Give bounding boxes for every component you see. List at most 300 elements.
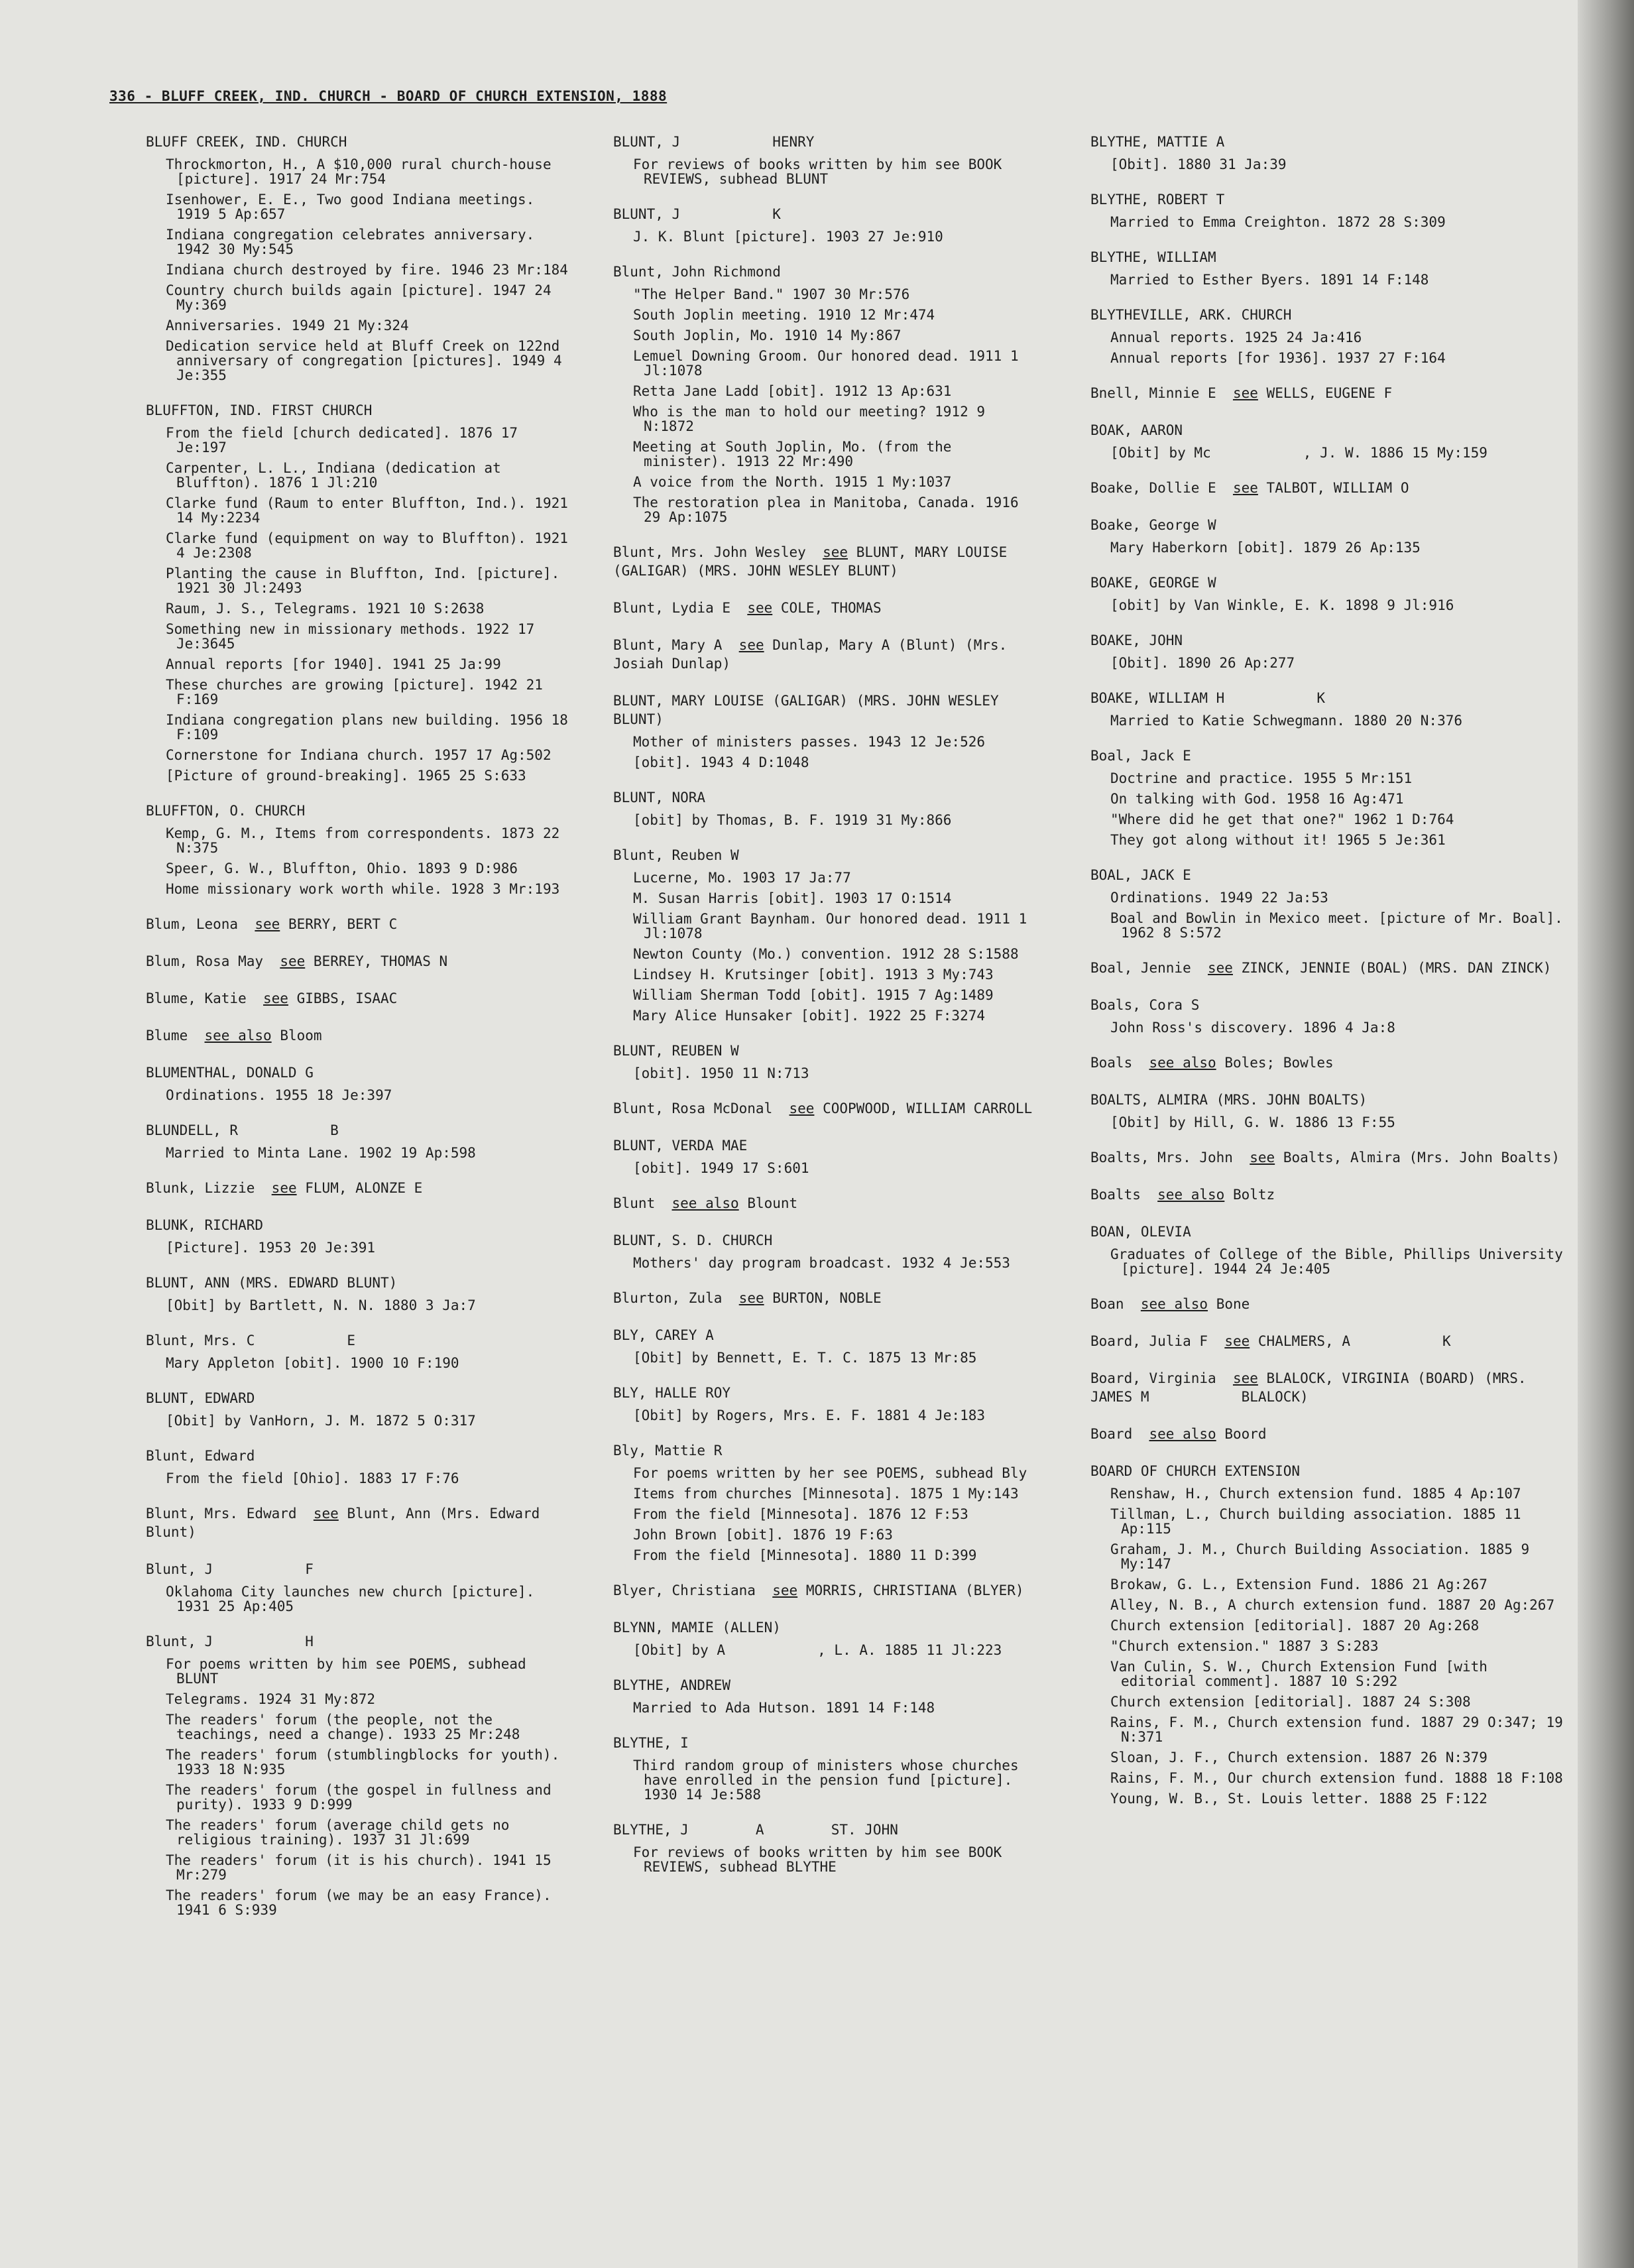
citation-line: The readers' forum (the people, not the teachings, need a change). 1933 25 Mr:248 (166, 1712, 520, 1742)
citation-line: Kemp, G. M., Items from correspondents. 1873 22 N:375 (166, 825, 568, 856)
index-entry (613, 636, 1037, 673)
entry-heading-text: Bly, Mattie R (613, 1443, 723, 1459)
index-entry (146, 133, 570, 383)
citation-line: The restoration plea in Manitoba, Canada. 1916 29 Ap:1075 (633, 495, 1027, 525)
entry-heading (613, 636, 1037, 673)
index-entry (1090, 306, 1568, 365)
entry-heading (613, 1734, 1037, 1752)
index-entry (1090, 959, 1568, 977)
cross-reference-target: Boalts, Almira (Mrs. John Boalts) (1283, 1150, 1560, 1165)
entry-heading (1090, 248, 1568, 267)
citation-line: The readers' forum (we may be an easy France). 1941 6 S:939 (166, 1887, 560, 1918)
citation-line: Young, W. B., St. Louis letter. 1888 25 F:122 (1110, 1791, 1488, 1807)
index-entry (613, 1441, 1037, 1563)
citation-line: Telegrams. 1924 31 My:872 (166, 1691, 376, 1707)
citation-line: Clarke fund (Raum to enter Bluffton, Ind.). 1921 14 My:2234 (166, 495, 577, 526)
citation-line: Retta Jane Ladd [obit]. 1912 13 Ap:631 (633, 383, 952, 399)
index-entry (613, 788, 1037, 827)
citation-line: Rains, F. M., Our church extension fund. 1888 18 F:108 (1110, 1770, 1563, 1786)
index-entry (613, 1289, 1037, 1307)
citation-line: Married to Katie Schwegmann. 1880 20 N:376 (1110, 713, 1463, 729)
entry-heading (613, 543, 1037, 580)
citation-line: Ordinations. 1949 22 Ja:53 (1110, 890, 1328, 906)
entry-heading-text: BOAKE, WILLIAM H K (1090, 690, 1326, 706)
entry-heading (613, 1194, 1037, 1213)
entry-heading-text: Blunt, Reuben W (613, 847, 739, 863)
entry-heading-text: Blunt, Mary A (613, 637, 723, 653)
index-entry (613, 1734, 1037, 1802)
entry-heading (1090, 1425, 1568, 1443)
entry-heading-text: BLYTHE, MATTIE A (1090, 134, 1225, 150)
entry-heading-text: BLUNT, EDWARD (146, 1390, 255, 1406)
see-reference-label: see also (204, 1028, 272, 1044)
cross-reference-target: CHALMERS, A K (1257, 1333, 1451, 1349)
citation-line: John Brown [obit]. 1876 19 F:63 (633, 1527, 893, 1543)
see-reference-label: see (772, 1582, 798, 1598)
citation-line: Third random group of ministers whose churches have enrolled in the pension fund [picture]. 1930 14 Je:588 (633, 1758, 1027, 1803)
citation-line: Lucerne, Mo. 1903 17 Ja:77 (633, 870, 851, 886)
index-entry (613, 205, 1037, 244)
entry-heading-text: Blunk, Lizzie (146, 1180, 255, 1196)
cross-reference-target: BLUNT, MARY LOUISE (GALIGAR) (MRS. JOHN WESLEY BLUNT) (613, 544, 1016, 579)
citation-line: Tillman, L., Church building association. 1885 11 Ap:115 (1110, 1506, 1530, 1537)
index-entry (613, 1820, 1037, 1874)
entry-heading-text: Boake, Dollie E (1090, 480, 1216, 496)
index-entry (613, 1042, 1037, 1081)
citation-line: Rains, F. M., Church extension fund. 1887 29 O:347; 19 N:371 (1110, 1714, 1572, 1745)
index-entry (613, 1231, 1037, 1270)
entry-heading (1090, 1332, 1568, 1350)
citation-line: Newton County (Mo.) convention. 1912 28 S:1588 (633, 946, 1019, 962)
index-entry (1090, 746, 1568, 847)
entry-heading-text: BLY, HALLE ROY (613, 1385, 731, 1401)
citation-line: The readers' forum (stumblingblocks for youth). 1933 18 N:935 (166, 1747, 568, 1777)
index-entry (613, 1618, 1037, 1657)
index-entry (1090, 689, 1568, 728)
citation-line: William Sherman Todd [obit]. 1915 7 Ag:1489 (633, 987, 994, 1003)
index-entry (613, 1384, 1037, 1423)
citation-line: From the field [church dedicated]. 1876 17 Je:197 (166, 425, 526, 455)
index-entry (1090, 1185, 1568, 1204)
cross-reference-target: MORRIS, CHRISTIANA (BLYER) (805, 1582, 1024, 1598)
citation-line: The readers' forum (average child gets no religious training). 1937 31 Jl:699 (166, 1817, 518, 1848)
index-entry (1090, 996, 1568, 1035)
entry-heading-text: BLUNT, VERDA MAE (613, 1138, 748, 1154)
entry-heading (146, 1274, 570, 1292)
index-entry (613, 691, 1037, 770)
index-entry (1090, 1369, 1568, 1406)
entry-heading (613, 263, 1037, 281)
entry-heading (1090, 1091, 1568, 1109)
entry-heading-text: BLYTHE, ROBERT T (1090, 192, 1225, 208)
citation-line: [obit]. 1950 11 N:713 (633, 1065, 809, 1081)
index-entry (146, 1179, 570, 1197)
entry-heading (146, 1632, 570, 1651)
citation-line: Mother of ministers passes. 1943 12 Je:526 (633, 734, 986, 750)
entry-heading (613, 1326, 1037, 1344)
index-entry (146, 1632, 570, 1917)
entry-heading (613, 1231, 1037, 1250)
citation-line: Meeting at South Joplin, Mo. (from the minister). 1913 22 Mr:490 (633, 439, 961, 469)
entry-heading (146, 1331, 570, 1350)
entry-heading-text: Boal, Jack E (1090, 748, 1191, 764)
cross-reference-target: COLE, THOMAS (780, 600, 882, 616)
entry-heading-text: BLYTHEVILLE, ARK. CHURCH (1090, 307, 1292, 323)
see-reference-label: see also (671, 1195, 739, 1211)
index-entry (146, 1504, 570, 1541)
see-reference-label: see (1232, 385, 1258, 401)
entry-heading-text: Blume (146, 1028, 188, 1044)
citation-line: For poems written by her see POEMS, subhead Bly (633, 1465, 1027, 1481)
citation-line: Mothers' day program broadcast. 1932 4 Je:553 (633, 1255, 1010, 1271)
index-entry (1090, 384, 1568, 402)
see-reference-label: see (823, 544, 848, 560)
index-entry (1090, 1462, 1572, 1807)
citation-line: William Grant Baynham. Our honored dead. 1911 1 Jl:1078 (633, 911, 1035, 941)
index-entry (146, 1274, 570, 1313)
cross-reference-target: FLUM, ALONZE E (305, 1180, 423, 1196)
citation-line: Who is the man to hold our meeting? 1912 9 N:1872 (633, 404, 994, 434)
entry-heading-text: Bnell, Minnie E (1090, 385, 1216, 401)
see-reference-label: see also (1149, 1055, 1216, 1071)
citation-line: Raum, J. S., Telegrams. 1921 10 S:2638 (166, 601, 485, 617)
index-entry (146, 1447, 570, 1486)
citation-line: Van Culin, S. W., Church Extension Fund [with editorial comment]. 1887 10 S:292 (1110, 1659, 1496, 1689)
index-entry (1090, 1053, 1568, 1072)
page-edge-shadow (1578, 0, 1634, 2268)
entry-heading (1090, 384, 1568, 402)
index-entry (146, 1216, 570, 1255)
citation-line: Clarke fund (equipment on way to Bluffton). 1921 4 Je:2308 (166, 530, 577, 561)
citation-line: [obit] by Thomas, B. F. 1919 31 My:866 (633, 812, 952, 828)
entry-heading-text: BLUNDELL, R B (146, 1122, 339, 1138)
entry-heading-text: Board (1090, 1426, 1133, 1442)
entry-heading-text: BLYTHE, ANDREW (613, 1677, 731, 1693)
entry-heading (613, 1289, 1037, 1307)
citation-line: [Obit]. 1890 26 Ap:277 (1110, 655, 1295, 671)
entry-heading (146, 802, 570, 820)
citation-line: J. K. Blunt [picture]. 1903 27 Je:910 (633, 229, 943, 245)
citation-line: Graduates of College of the Bible, Phillips University [picture]. 1944 24 Je:405 (1110, 1246, 1572, 1277)
entry-heading (1090, 516, 1568, 534)
entry-heading-text: Board, Virginia (1090, 1370, 1216, 1386)
citation-line: [Obit] by Bartlett, N. N. 1880 3 Ja:7 (166, 1297, 476, 1313)
entry-heading (146, 1504, 570, 1541)
see-reference-label: see also (1140, 1296, 1208, 1312)
entry-heading-text: Blunt, Lydia E (613, 600, 731, 616)
citation-line: [Obit] by Mc , J. W. 1886 15 My:159 (1110, 445, 1488, 461)
index-entry (1090, 1091, 1568, 1130)
entry-heading (146, 989, 570, 1008)
citation-line: From the field [Ohio]. 1883 17 F:76 (166, 1470, 459, 1486)
citation-line: Throckmorton, H., A $10,000 rural church-house [picture]. 1917 24 Mr:754 (166, 156, 560, 187)
cross-reference-target: BURTON, NOBLE (772, 1290, 882, 1306)
entry-heading-text: BLUNT, J K (613, 206, 781, 222)
citation-line: From the field [Minnesota]. 1876 12 F:53 (633, 1506, 968, 1522)
index-entry (146, 1331, 570, 1370)
index-entry (1090, 516, 1568, 555)
entry-heading (1090, 479, 1568, 497)
index-entry (1090, 1223, 1572, 1277)
citation-line: Brokaw, G. L., Extension Fund. 1886 21 Ag:267 (1110, 1577, 1488, 1592)
citation-line: The readers' forum (it is his church). 1941 15 Mr:279 (166, 1852, 560, 1883)
entry-heading (613, 1618, 1037, 1637)
index-entry (613, 1581, 1037, 1600)
entry-heading-text: Boalts, Mrs. John (1090, 1150, 1233, 1165)
entry-heading (1090, 1223, 1568, 1241)
citation-line: [Obit] by Hill, G. W. 1886 13 F:55 (1110, 1114, 1395, 1130)
entry-heading-text: BOAK, AARON (1090, 422, 1183, 438)
entry-heading (146, 1447, 570, 1465)
cross-reference-target: Blunt, Ann (Mrs. Edward Blunt) (146, 1506, 548, 1540)
entry-heading (146, 952, 570, 971)
entry-heading-text: BLUFFTON, IND. FIRST CHURCH (146, 402, 373, 418)
entry-heading-text: Boals, Cora S (1090, 997, 1200, 1013)
index-entry (1090, 1295, 1568, 1313)
entry-heading-text: Blunt, Mrs. C E (146, 1333, 356, 1348)
see-reference-label: see (789, 1101, 815, 1116)
entry-heading-text: BLUNT, S. D. CHURCH (613, 1232, 773, 1248)
entry-heading-text: BLYTHE, J A ST. JOHN (613, 1822, 898, 1838)
see-reference-label: see (271, 1180, 297, 1196)
entry-heading (613, 1099, 1037, 1118)
entry-heading-text: BLUNK, RICHARD (146, 1217, 264, 1233)
page-header: 336 - BLUFF CREEK, IND. CHURCH - BOARD OF CHURCH EXTENSION, 1888 (109, 88, 668, 104)
entry-heading-text: Blurton, Zula (613, 1290, 723, 1306)
citation-line: Annual reports [for 1940]. 1941 25 Ja:99 (166, 656, 501, 672)
entry-heading-text: BLUFF CREEK, IND. CHURCH (146, 134, 347, 150)
entry-heading-text: BLYTHE, I (613, 1735, 689, 1751)
citation-line: John Ross's discovery. 1896 4 Ja:8 (1110, 1020, 1395, 1036)
entry-heading (146, 1063, 570, 1082)
entry-heading-text: Blum, Leona (146, 916, 239, 932)
index-entry (1090, 1332, 1568, 1350)
index-column-2 (613, 133, 1037, 1893)
entry-heading (613, 1384, 1037, 1402)
index-entry (613, 1099, 1037, 1118)
citation-line: Anniversaries. 1949 21 My:324 (166, 318, 409, 333)
entry-heading (1090, 1185, 1568, 1204)
citation-line: [obit]. 1949 17 S:601 (633, 1160, 809, 1176)
entry-heading-text: Blunt, Edward (146, 1448, 255, 1464)
see-reference-label: see (255, 916, 280, 932)
entry-heading (1090, 1462, 1568, 1480)
cross-reference-target: Bone (1216, 1296, 1250, 1312)
entry-heading-text: BLUNT, NORA (613, 790, 706, 806)
entry-heading-text: BOAN, OLEVIA (1090, 1224, 1191, 1240)
citation-line: Speer, G. W., Bluffton, Ohio. 1893 9 D:986 (166, 861, 518, 876)
index-entry (1090, 421, 1568, 460)
index-entry (1090, 1148, 1568, 1167)
citation-line: Married to Ada Hutson. 1891 14 F:148 (633, 1700, 935, 1716)
index-entry (1090, 1425, 1568, 1443)
citation-line: Annual reports [for 1936]. 1937 27 F:164 (1110, 350, 1446, 366)
entry-heading (1090, 1148, 1568, 1167)
index-entry (1090, 573, 1568, 613)
entry-heading-text: BLUNT, MARY LOUISE (GALIGAR) (MRS. JOHN WESLEY BLUNT) (613, 693, 1008, 727)
entry-heading (146, 1026, 570, 1045)
see-reference-label: see also (1157, 1187, 1225, 1203)
index-entry (613, 1326, 1037, 1365)
entry-heading-text: BLYTHE, WILLIAM (1090, 249, 1216, 265)
citation-line: "The Helper Band." 1907 30 Mr:576 (633, 286, 910, 302)
entry-heading-text: BOAL, JACK E (1090, 867, 1191, 883)
entry-heading (613, 846, 1037, 865)
index-entry (146, 802, 570, 896)
index-entry (1090, 631, 1568, 670)
entry-heading (1090, 1369, 1568, 1406)
entry-heading (613, 1581, 1037, 1600)
see-reference-label: see (738, 637, 764, 653)
citation-line: Items from churches [Minnesota]. 1875 1 My:143 (633, 1486, 1019, 1502)
citation-line: Married to Esther Byers. 1891 14 F:148 (1110, 272, 1429, 288)
index-entry (1090, 866, 1572, 941)
citation-line: Married to Minta Lane. 1902 19 Ap:598 (166, 1145, 476, 1161)
entry-heading (146, 401, 570, 420)
entry-heading-text: Blum, Rosa May (146, 953, 264, 969)
citation-line: Mary Haberkorn [obit]. 1879 26 Ap:135 (1110, 540, 1421, 556)
index-entry (146, 952, 570, 971)
index-entry (1090, 479, 1568, 497)
citation-line: Something new in missionary methods. 1922 17 Je:3645 (166, 621, 543, 652)
cross-reference-target: Boord (1224, 1426, 1267, 1442)
citation-line: Renshaw, H., Church extension fund. 1885 4 Ap:107 (1110, 1486, 1521, 1502)
citation-line: Planting the cause in Bluffton, Ind. [picture]. 1921 30 Jl:2493 (166, 566, 568, 596)
citation-line: Annual reports. 1925 24 Ja:416 (1110, 329, 1362, 345)
citation-line: These churches are growing [picture]. 1942 21 F:169 (166, 677, 552, 707)
entry-heading-text: Blunt, J F (146, 1561, 314, 1577)
index-column-1 (146, 133, 577, 1936)
cross-reference-target: COOPWOOD, WILLIAM CARROLL (823, 1101, 1033, 1116)
entry-heading (1090, 190, 1568, 209)
cross-reference-target: Boles; Bowles (1224, 1055, 1334, 1071)
citation-line: South Joplin, Mo. 1910 14 My:867 (633, 328, 902, 343)
entry-heading-text: BLUNT, J HENRY (613, 134, 815, 150)
cross-reference-target: BERRY, BERT C (288, 916, 398, 932)
see-reference-label: see (280, 953, 306, 969)
entry-heading (146, 1560, 570, 1579)
citation-line: On talking with God. 1958 16 Ag:471 (1110, 791, 1404, 807)
entry-heading (613, 691, 1037, 729)
citation-line: Home missionary work worth while. 1928 3 Mr:193 (166, 881, 560, 897)
entry-heading (1090, 689, 1568, 707)
citation-line: For poems written by him see POEMS, subhead BLUNT (166, 1656, 535, 1687)
entry-heading (146, 1121, 570, 1140)
index-entry (146, 915, 570, 933)
citation-line: [Obit] by Rogers, Mrs. E. F. 1881 4 Je:183 (633, 1407, 986, 1423)
citation-line: [Obit]. 1880 31 Ja:39 (1110, 156, 1287, 172)
citation-line: They got along without it! 1965 5 Je:361 (1110, 832, 1446, 848)
citation-line: Church extension [editorial]. 1887 24 S:308 (1110, 1694, 1471, 1710)
index-entry (146, 989, 570, 1008)
citation-line: "Church extension." 1887 3 S:283 (1110, 1638, 1379, 1654)
entry-heading (1090, 1295, 1568, 1313)
citation-line: Alley, N. B., A church extension fund. 1887 20 Ag:267 (1110, 1597, 1555, 1613)
citation-line: Lemuel Downing Groom. Our honored dead. 1911 1 Jl:1078 (633, 348, 1027, 379)
cross-reference-target: BERREY, THOMAS N (313, 953, 448, 969)
citation-line: A voice from the North. 1915 1 My:1037 (633, 474, 952, 490)
entry-heading-text: Blunt, Rosa McDonal (613, 1101, 773, 1116)
entry-heading-text: Blunt (613, 1195, 656, 1211)
citation-line: Carpenter, L. L., Indiana (dedication at Bluffton). 1876 1 Jl:210 (166, 460, 510, 491)
index-entry (146, 1026, 570, 1045)
citation-line: Mary Appleton [obit]. 1900 10 F:190 (166, 1355, 459, 1371)
cross-reference-target: BLALOCK, VIRGINIA (BOARD) (MRS. JAMES M BLALOCK) (1090, 1370, 1535, 1405)
index-entry (613, 1194, 1037, 1213)
citation-line: [Picture]. 1953 20 Je:391 (166, 1240, 376, 1256)
citation-line: Dedication service held at Bluff Creek on 122nd anniversary of congregation [pictures]. 1949 4 Je:355 (166, 338, 571, 383)
index-entry (146, 1063, 570, 1103)
entry-heading (613, 599, 1037, 617)
citation-line: Doctrine and practice. 1955 5 Mr:151 (1110, 770, 1413, 786)
citation-line: [Obit] by Bennett, E. T. C. 1875 13 Mr:85 (633, 1350, 977, 1366)
citation-line: Indiana congregation plans new building. 1956 18 F:109 (166, 712, 577, 743)
entry-heading-text: Blunt, Mrs. Edward (146, 1506, 297, 1522)
see-reference-label: see (263, 990, 288, 1006)
entry-heading (1090, 631, 1568, 650)
entry-heading (613, 133, 1037, 151)
citation-line: [obit] by Van Winkle, E. K. 1898 9 Jl:916 (1110, 597, 1454, 613)
citation-line: Sloan, J. F., Church extension. 1887 26 N:379 (1110, 1750, 1488, 1765)
citation-line: Graham, J. M., Church Building Association. 1885 9 My:147 (1110, 1541, 1538, 1572)
citation-line: Isenhower, E. E., Two good Indiana meetings. 1919 5 Ap:657 (166, 192, 543, 222)
entry-heading (146, 1179, 570, 1197)
entry-heading-text: BLY, CAREY A (613, 1327, 714, 1343)
cross-reference-target: Boltz (1232, 1187, 1275, 1203)
citation-line: [obit]. 1943 4 D:1048 (633, 754, 809, 770)
citation-line: Cornerstone for Indiana church. 1957 17 Ag:502 (166, 747, 552, 763)
cross-reference-target: ZINCK, JENNIE (BOAL) (MRS. DAN ZINCK) (1241, 960, 1552, 976)
citation-line: Married to Emma Creighton. 1872 28 S:309 (1110, 214, 1446, 230)
citation-line: Oklahoma City launches new church [picture]. 1931 25 Ap:405 (166, 1584, 543, 1614)
index-entry (613, 599, 1037, 617)
citation-line: The readers' forum (the gospel in fullness and purity). 1933 9 D:999 (166, 1782, 560, 1813)
citation-line: Country church builds again [picture]. 1947 24 My:369 (166, 282, 560, 313)
entry-heading-text: Blunt, J H (146, 1634, 314, 1649)
see-reference-label: see (313, 1506, 339, 1522)
entry-heading-text: Boals (1090, 1055, 1133, 1071)
index-entry (613, 263, 1037, 524)
index-column-3 (1090, 133, 1572, 1824)
cross-reference-target: Bloom (280, 1028, 322, 1044)
citation-line: For reviews of books written by him see BOOK REVIEWS, subhead BLYTHE (633, 1844, 1010, 1875)
citation-line: "Where did he get that one?" 1962 1 D:764 (1110, 811, 1454, 827)
citation-line: M. Susan Harris [obit]. 1903 17 O:1514 (633, 890, 952, 906)
see-reference-label: see (1232, 1370, 1258, 1386)
entry-heading-text: Blyer, Christiana (613, 1582, 756, 1598)
citation-line: South Joplin meeting. 1910 12 Mr:474 (633, 307, 935, 323)
see-reference-label: see (747, 600, 773, 616)
entry-heading-text: BLYNN, MAMIE (ALLEN) (613, 1620, 781, 1636)
entry-heading-text: BLUNT, REUBEN W (613, 1043, 739, 1059)
citation-line: Indiana church destroyed by fire. 1946 23 Mr:184 (166, 262, 568, 278)
cross-reference-target: TALBOT, WILLIAM O (1266, 480, 1409, 496)
entry-heading-text: BLUNT, ANN (MRS. EDWARD BLUNT) (146, 1275, 398, 1291)
see-reference-label: see (1224, 1333, 1250, 1349)
entry-heading-text: BLUMENTHAL, DONALD G (146, 1065, 314, 1081)
index-entry (613, 133, 1037, 186)
entry-heading-text: Blume, Katie (146, 990, 247, 1006)
cross-reference-target: GIBBS, ISAAC (296, 990, 398, 1006)
entry-heading (1090, 1053, 1568, 1072)
entry-heading (613, 1042, 1037, 1060)
entry-heading (613, 788, 1037, 807)
entry-heading-text: BOAKE, JOHN (1090, 632, 1183, 648)
index-entry (613, 1676, 1037, 1715)
see-reference-label: see (1232, 480, 1258, 496)
see-reference-label: see also (1149, 1426, 1216, 1442)
citation-line: Lindsey H. Krutsinger [obit]. 1913 3 My:743 (633, 967, 994, 983)
